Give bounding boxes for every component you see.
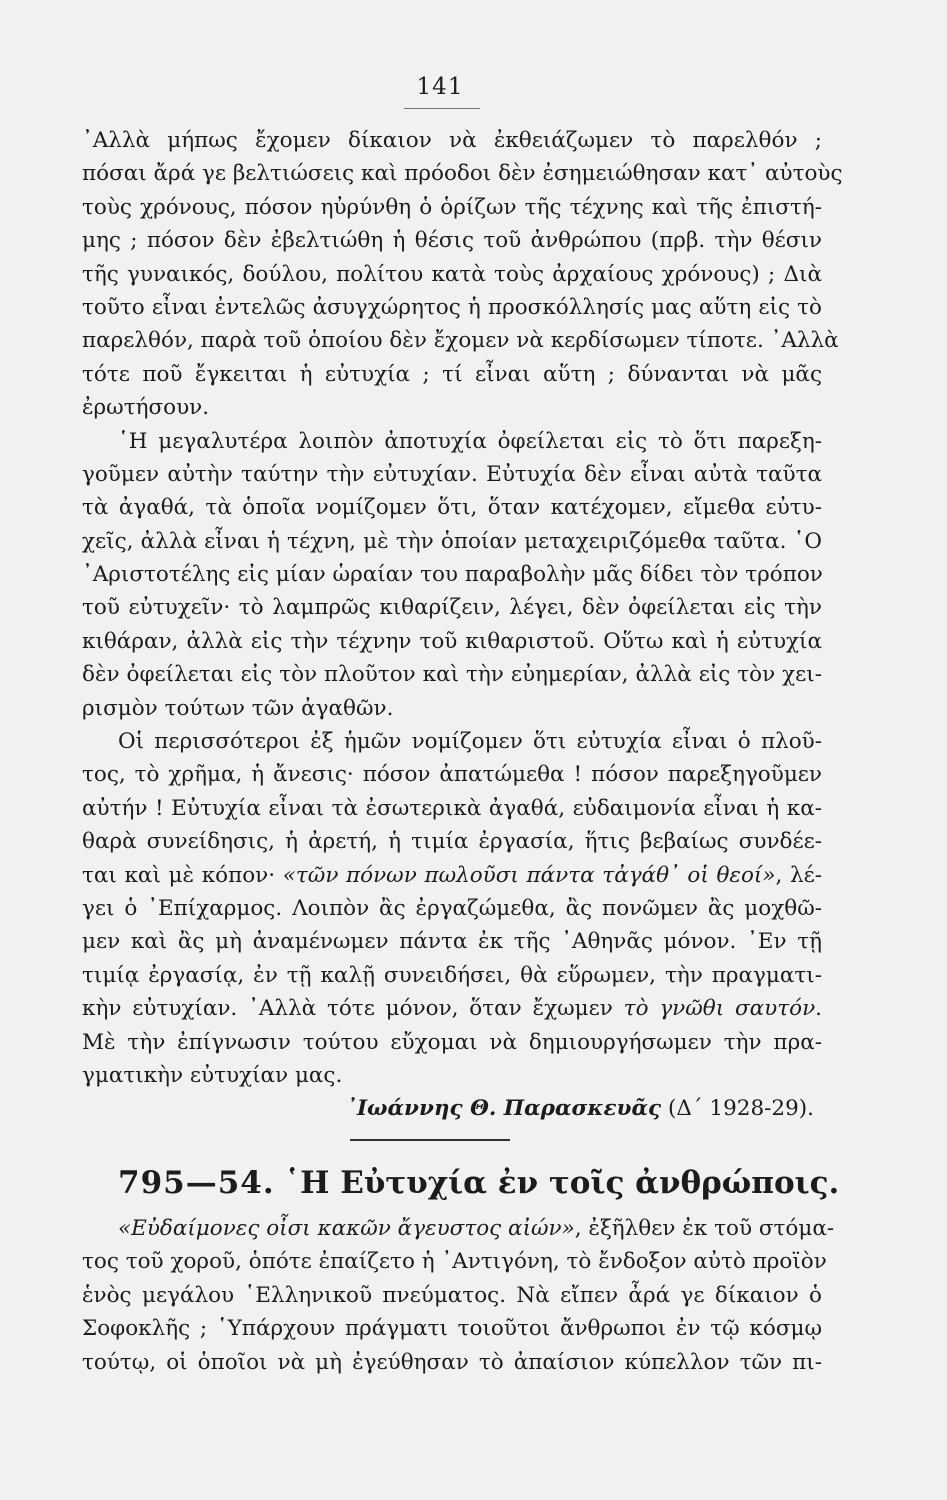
article-2-body: [82, 1212, 835, 1379]
text-line: ᾿Αλλὰ μήπως ἔχομεν δίκαιον νὰ ἐκθειάζωμεν τὸ παρελθόν ;: [82, 128, 822, 153]
page-number: 141: [416, 74, 464, 100]
section-heading: [118, 1160, 840, 1206]
text-line: τοῦτο εἶναι ἐντελῶς ἀσυγχώρητος ἡ προσκόλλησίς μας αὕτη εἰς τὸ: [82, 294, 822, 320]
text-line: μης ; πόσον δὲν ἐβελτιώθη ἡ θέσις τοῦ ἀνθρώπου (πρβ. τὴν θέσιν: [82, 228, 822, 254]
sophocles-quote: «Εὐδαίμονες οἶσι κακῶν ἄγευστος αἰών»: [118, 1216, 575, 1241]
article-body: [82, 124, 843, 1126]
text-line: [82, 1212, 835, 1245]
text-line: ρισμὸν τούτων τῶν ἀγαθῶν.: [82, 695, 394, 721]
text-line: κιθάραν, ἀλλὰ εἰς τὴν τέχνην τοῦ κιθαριστοῦ. Οὕτω καὶ ἡ εὐτυχία: [82, 628, 822, 654]
section-title: ῾Η Εὐτυχία ἐν τοῖς ἀνθρώποις.: [284, 1165, 840, 1201]
text-line: παρελθόν, παρὰ τοῦ ὁποίου δὲν ἔχομεν νὰ κερδίσωμεν τίποτε. ᾿Αλλὰ: [82, 328, 839, 354]
text-segment: , λέ-: [775, 862, 823, 888]
text-line: τῆς γυναικός, δούλου, πολίτου κατὰ τοὺς ἀρχαίους χρόνους) ; Διὰ: [82, 261, 822, 287]
text-line: τὰ ἀγαθά, τὰ ὁποῖα νομίζομεν ὅτι, ὅταν κατέχομεν, εἴμεθα εὐτυ-: [82, 495, 822, 521]
section-number: 795—54.: [118, 1165, 275, 1201]
text-line: πόσαι ἄρά γε βελτιώσεις καὶ πρόοδοι δὲν ἐσημειώθησαν κατ᾿ αὐτοὺς: [82, 161, 843, 187]
text-line: ἑνὸς μεγάλου ῾Ελληνικοῦ πνεύματος. Νὰ εἴπεν ἆρά γε δίκαιον ὁ: [82, 1282, 822, 1308]
text-line: μεν καὶ ἂς μὴ ἀναμένωμεν πάντα ἐκ τῆς ᾿Αθηνᾶς μόνον. ᾿Εν τῇ: [82, 929, 822, 955]
know-thyself-quote: τὸ γνῶθι σαυτόν: [623, 996, 816, 1022]
text-line: τοῦ εὐτυχεῖν· τὸ λαμπρῶς κιθαρίζειν, λέγει, δὲν ὀφείλεται εἰς τὴν: [82, 595, 822, 621]
text-line: Σοφοκλῆς ; ῾Υπάρχουν πράγματι τοιοῦτοι ἄνθρωποι ἐν τῷ κόσμῳ: [82, 1316, 822, 1342]
text-line: [82, 992, 822, 1025]
text-line: [82, 859, 822, 892]
text-segment: ται καὶ μὲ κόπον·: [82, 862, 283, 888]
text-line: χεῖς, ἀλλὰ εἶναι ἡ τέχνη, μὲ τὴν ὁποίαν μεταχειριζόμεθα ταῦτα. ῾Ο: [82, 528, 822, 554]
signature-author: ᾿Ιωάννης Θ. Παρασκευᾶς: [346, 1096, 662, 1122]
text-segment: , ἐξῆλθεν ἐκ τοῦ στόμα-: [574, 1216, 835, 1241]
text-line: τος, τὸ χρῆμα, ἡ ἄνεσις· πόσον ἀπατώμεθα ! πόσον παρεξηγοῦμεν: [82, 762, 822, 788]
text-line: τοὺς χρόνους, πόσον ηὐρύνθη ὁ ὁρίζων τῆς τέχνης καὶ τῆς ἐπιστή-: [82, 194, 822, 220]
text-segment: κὴν εὐτυχίαν. ᾿Αλλὰ τότε μόνον, ὅταν ἔχωμεν: [82, 996, 624, 1022]
text-line: τιμίᾳ ἐργασίᾳ, ἐν τῇ καλῇ συνειδήσει, θὰ εὕρωμεν, τὴν πραγματι-: [82, 962, 822, 988]
text-line: γει ὁ ᾿Επίχαρμος. Λοιπὸν ἂς ἐργαζώμεθα, ἂς πονῶμεν ἂς μοχθῶ-: [82, 895, 822, 921]
text-line: ῾Η μεγαλυτέρα λοιπὸν ἀποτυχία ὀφείλεται εἰς τὸ ὅτι παρεξη-: [118, 428, 822, 454]
text-line: ᾿Αριστοτέλης εἰς μίαν ὡραίαν του παραβολὴν μᾶς δίδει τὸν τρόπον: [82, 562, 823, 588]
signature: [82, 1092, 822, 1125]
section-divider: [350, 1139, 510, 1141]
text-line: θαρὰ συνείδησις, ἡ ἀρετή, ἡ τιμία ἐργασία, ἥτις βεβαίως συνδέε-: [82, 829, 822, 855]
text-line: δὲν ὀφείλεται εἰς τὸν πλοῦτον καὶ τὴν εὐημερίαν, ἀλλὰ εἰς τὸν χει-: [82, 662, 822, 688]
text-line: Μὲ τὴν ἐπίγνωσιν τούτου εὔχομαι νὰ δημιουργήσωμεν τὴν πρα-: [82, 1029, 822, 1055]
text-line: γματικὴν εὐτυχίαν μας.: [82, 1062, 343, 1088]
page-number-rule: [404, 108, 480, 109]
signature-date: (Δ΄ 1928-29).: [667, 1096, 814, 1122]
text-line: γοῦμεν αὐτὴν ταύτην τὴν εὐτυχίαν. Εὐτυχία δὲν εἶναι αὐτὰ ταῦτα: [82, 461, 822, 487]
text-line: τότε ποῦ ἔγκειται ἡ εὐτυχία ; τί εἶναι αὕτη ; δύνανται νὰ μᾶς: [82, 361, 822, 387]
text-line: Οἱ περισσότεροι ἐξ ἡμῶν νομίζομεν ὅτι εὐτυχία εἶναι ὁ πλοῦ-: [118, 729, 822, 755]
text-line: τος τοῦ χοροῦ, ὁπότε ἐπαίζετο ἡ ᾿Αντιγόνη, τὸ ἔνδοξον αὐτὸ προϊὸν: [82, 1249, 827, 1275]
epicharmus-quote: «τῶν πόνων πωλοῦσι πάντα τἀγάθ᾿ οἱ θεοί»: [282, 862, 776, 888]
text-line: τούτῳ, οἱ ὁποῖοι νὰ μὴ ἐγεύθησαν τὸ ἀπαίσιον κύπελλον τῶν πι-: [82, 1349, 822, 1375]
text-segment: .: [815, 996, 822, 1022]
text-line: αὐτήν ! Εὐτυχία εἶναι τὰ ἐσωτερικὰ ἀγαθά, εὐδαιμονία εἶναι ἡ κα-: [82, 795, 822, 821]
text-line: ἐρωτήσουν.: [82, 395, 210, 421]
